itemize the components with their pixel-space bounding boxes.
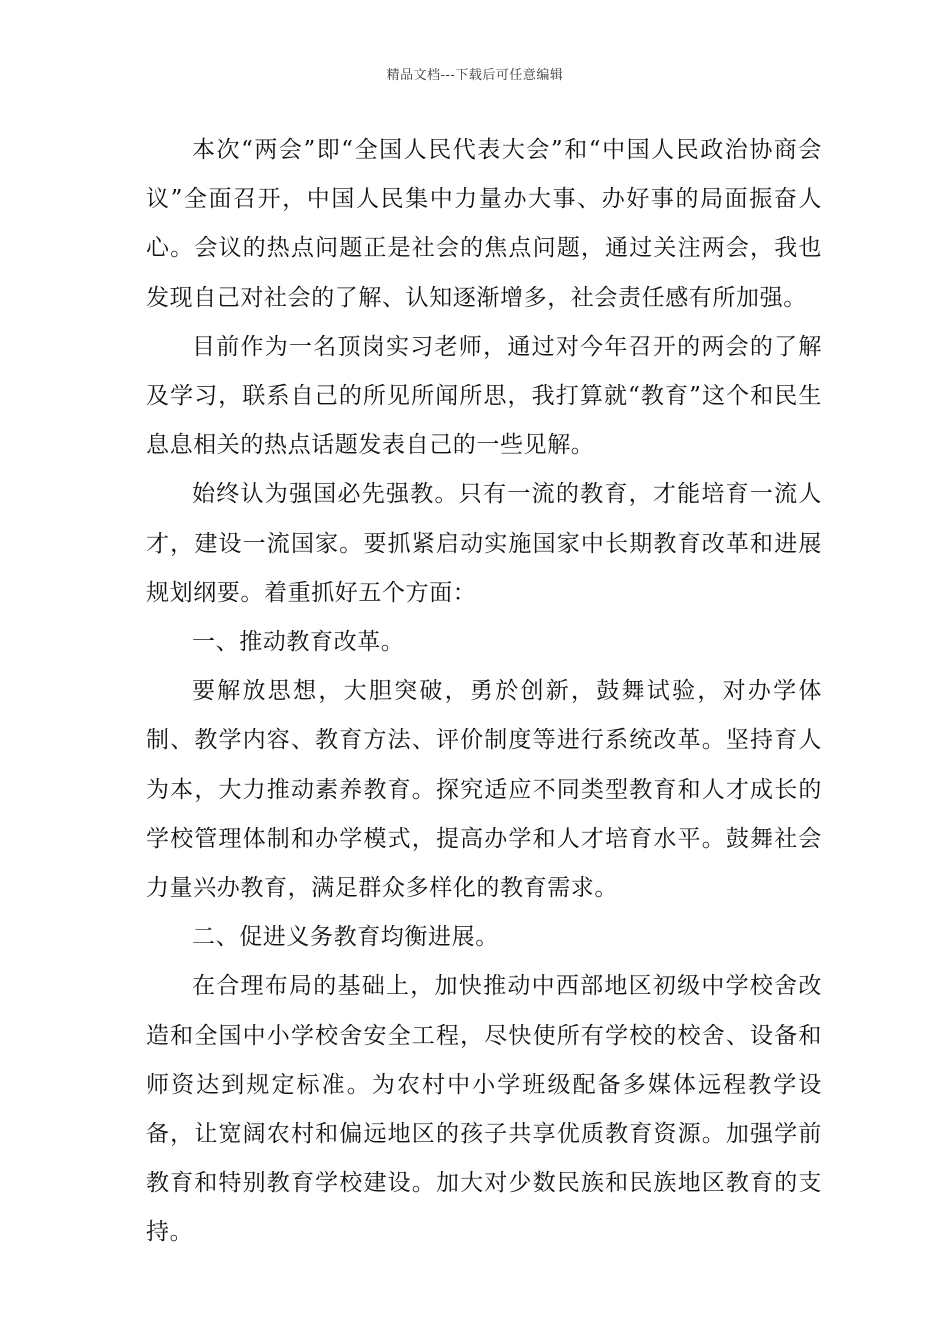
page-header: 精品文档---下载后可任意编辑 xyxy=(386,68,564,83)
paragraph-reform: 要解放思想，大胆突破，勇於创新，鼓舞试验，对办学体制、教学内容、教育方法、评价制度等进行系统改革。坚持育人为本，大力推动素养教育。探究适应不同类型教育和人才成长的学校管理体制和办学模式，提高办学和人才培育水平。鼓舞社会力量兴办教育，满足群众多样化的教育需求。 xyxy=(146,678,822,902)
section-heading-reform: 一、推动教育改革。 xyxy=(192,629,405,656)
paragraph-strong-education: 始终认为强国必先强教。只有一流的教育，才能培育一流人才，建设一流国家。要抓紧启动实施国家中长期教育改革和进展规划纲要。着重抓好五个方面： xyxy=(146,481,822,606)
paragraph-position: 目前作为一名顶岗实习老师，通过对今年召开的两会的了解及学习，联系自己的所见所闻所思，我打算就“教育”这个和民生息息相关的热点话题发表自己的一些见解。 xyxy=(146,333,822,459)
section-heading-compulsory-education: 二、促进义务教育均衡进展。 xyxy=(192,924,499,951)
paragraph-compulsory-education: 在合理布局的基础上，加快推动中西部地区初级中学校舍改造和全国中小学校舍安全工程，尽快使所有学校的校舍、设备和师资达到规定标准。为农村中小学班级配备多媒体远程教学设备，让宽阔农村和偏远地区的孩子共享优质教育资源。加强学前教育和特别教育学校建设。加大对少数民族和民族地区教育的支持。 xyxy=(146,973,822,1246)
paragraph-intro: 本次“两会”即“全国人民代表大会”和“中国人民政治协商会议”全面召开，中国人民集中力量办大事、办好事的局面振奋人心。会议的热点问题正是社会的焦点问题，通过关注两会，我也发现自己对社会的了解、认知逐渐增多，社会责任感有所加强。 xyxy=(146,137,822,311)
document-body xyxy=(146,126,822,1258)
